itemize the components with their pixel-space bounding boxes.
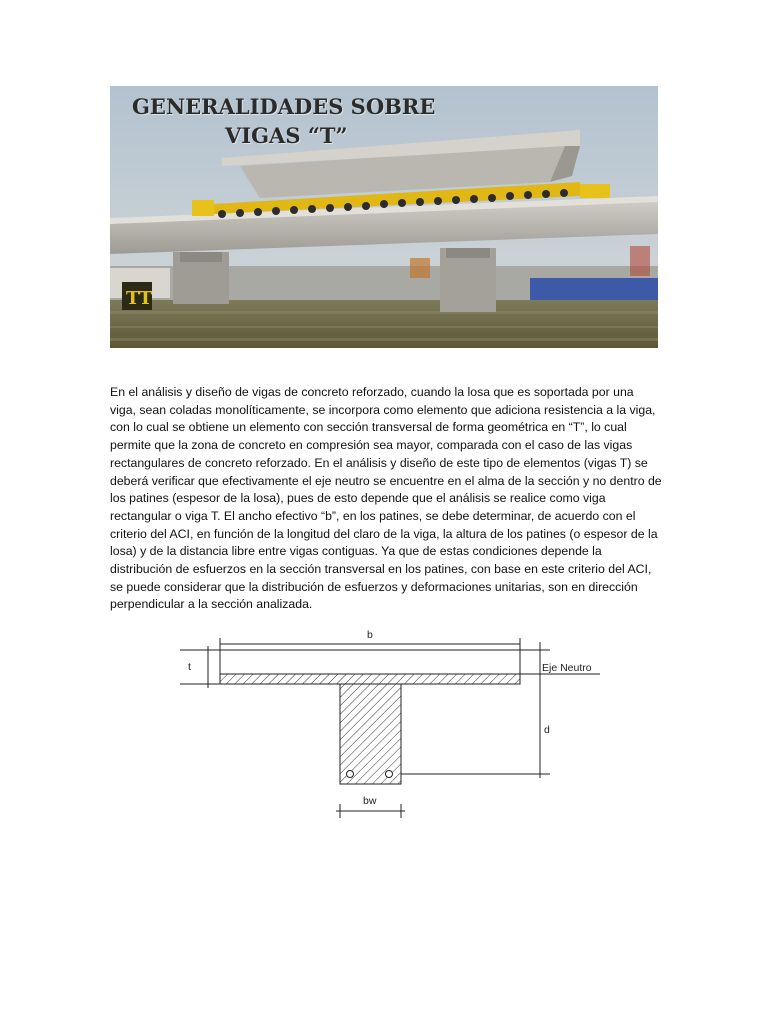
- rebar-right: [386, 771, 393, 778]
- label-t: t: [188, 661, 191, 673]
- rebar-left: [347, 771, 354, 778]
- body-paragraph: En el análisis y diseño de vigas de concreto reforzado, cuando la losa que es soportada por una viga, sean coladas monolíticamente, se incorpora como elemento que adiciona resistencia a la viga, con lo cual se obtiene un elemento con sección transversal de forma geométrica en “T”, lo cual permite que la zona de concreto en compresión sea mayor, comparada con el caso de las vigas rectangulares de concreto reforzado. En el análisis y diseño de este tipo de elementos (vigas T) se deberá verificar que efectivamente el eje neutro se encuentre en el alma de la sección y no dentro de los patines (espesor de la losa), pues de esto depende que el análisis se realice como viga rectangular o viga T. El ancho efectivo “b”, en los patines, se debe determinar, de acuerdo con el criterio del ACI, en función de la longitud del claro de la viga, la altura de los patines (o espesor de la losa) y de la distancia libre entre vigas contiguas. Ya que de estas condiciones depende la distribución de esfuerzos en la sección transversal en los patines, con base en este criterio del ACI, se puede considerar que la distribución de esfuerzos y deformaciones unitarias, son en dirección perpendicular a la sección analizada.: [110, 385, 662, 612]
- t-beam-section-diagram: [180, 628, 610, 824]
- logo-mark: TT: [126, 288, 153, 309]
- label-b: b: [367, 629, 373, 641]
- label-neutral-axis: Eje Neutro: [542, 662, 592, 674]
- dimension-t: [180, 646, 226, 688]
- label-bw: bw: [363, 795, 377, 807]
- title-line-2: VIGAS “T”: [225, 123, 348, 148]
- header-photo: [110, 86, 658, 348]
- web-section: [340, 684, 401, 784]
- page-title: [110, 92, 658, 150]
- flange-section: [220, 650, 520, 684]
- title-line-1: GENERALIDADES SOBRE: [132, 94, 436, 119]
- label-d: d: [544, 724, 550, 736]
